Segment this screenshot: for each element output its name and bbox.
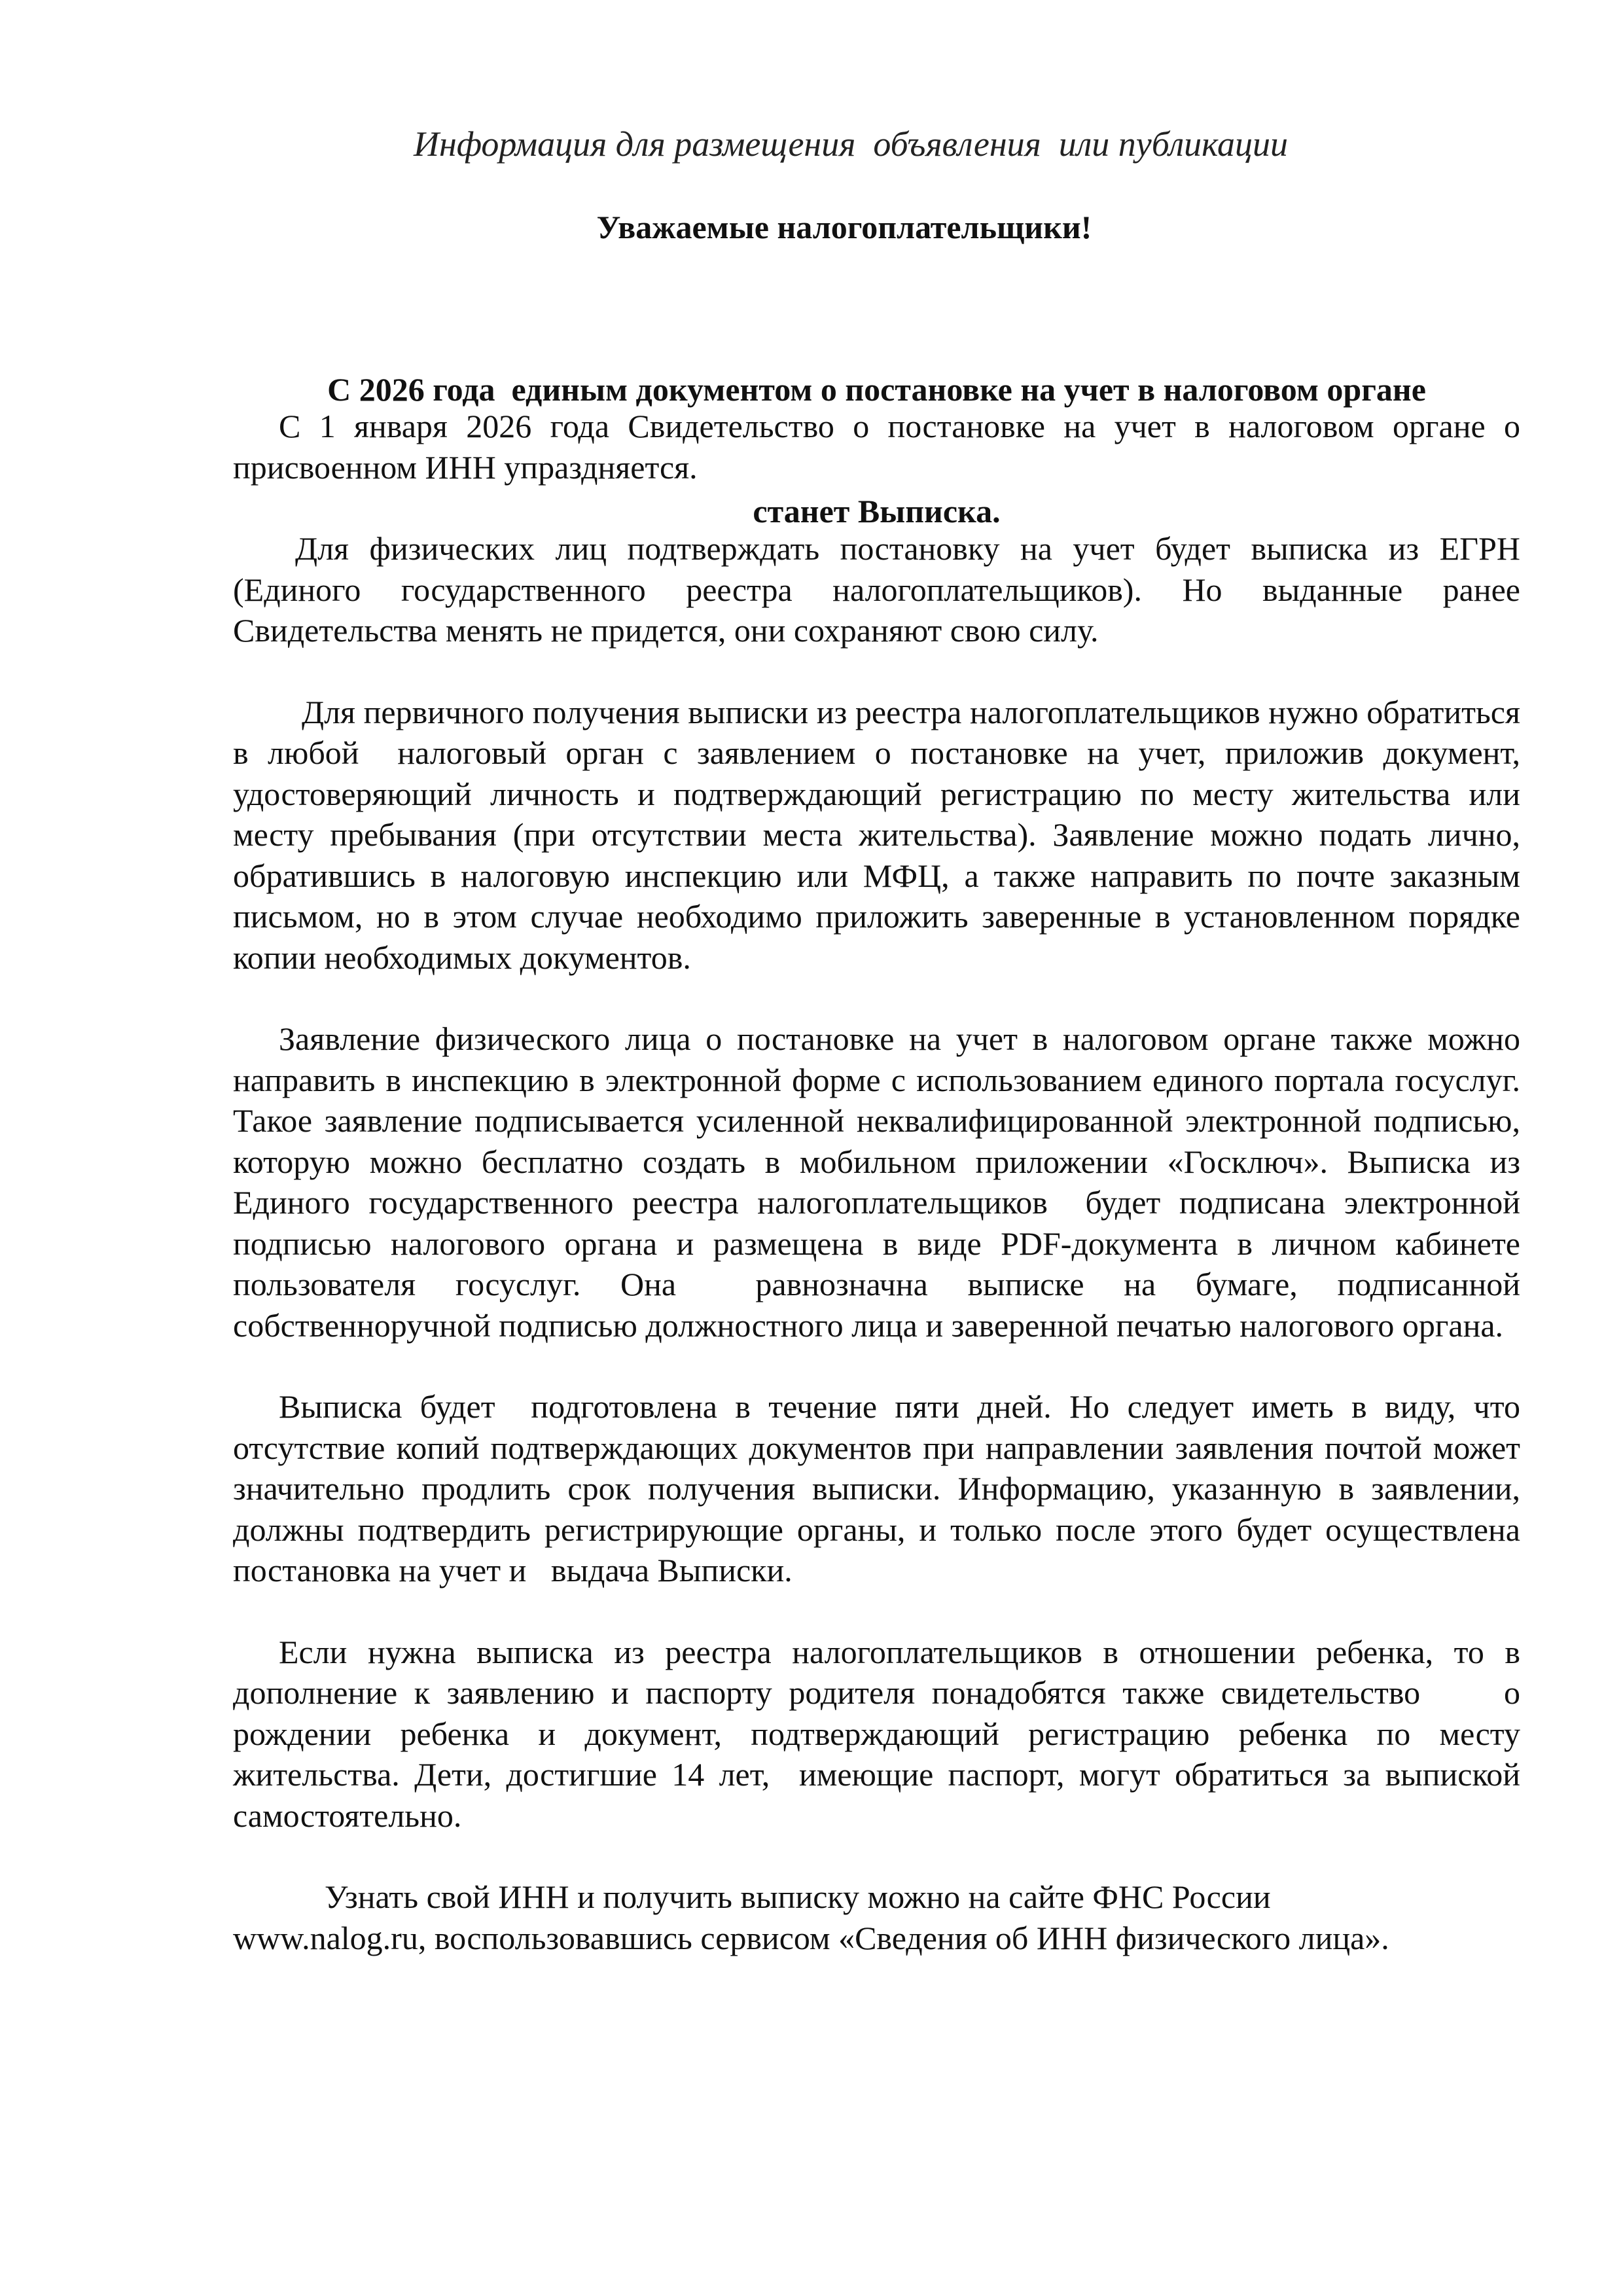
paragraph-child-extract: Если нужна выписка из реестра налогоплательщиков в отношении ребенка, то в дополнение к заявлению и паспорту родителя понадобятся также свидетельство о рождении ребенка и документ, подтверждающий регистрацию ребенка по месту жительства. Дети, достигшие 14 лет, имеющие паспорт, могут обратиться за выпиской самостоятельно. (233, 1633, 1529, 1834)
nalog-ru-link[interactable]: www.nalog.ru (233, 1919, 418, 1956)
closing-line-2: , воспользовавшись сервисом «Сведения об ИНН физического лица». (418, 1919, 1389, 1956)
publication-note: Информация для размещения объявления или публикации (413, 124, 1289, 164)
paragraph-how-to-apply: Для первичного получения выписки из реестра налогоплательщиков нужно обратиться в любой налоговый орган с заявлением о постановке на учет, приложив документ, удостоверяющий личность и подтверждающий регистрацию по месту жительства или месту пребывания (при отсутствии места жительства). Заявление можно подать лично, обратившись в налоговую инспекцию или МФЦ, а также направить по почте заказным письмом, но в этом случае необходимо приложить заверенные в установленном порядке копии необходимых документов. (233, 693, 1529, 976)
paragraph-closing (233, 1876, 1520, 1958)
title-line-1: С 2026 года единым документом о постановке на учет в налоговом органе (327, 371, 1426, 408)
greeting-heading: Уважаемые налогоплательщики! (596, 209, 1092, 245)
title-line-2: станет Выписка. (753, 493, 1001, 529)
paragraph-processing-time: Выписка будет подготовлена в течение пяти дней. Но следует иметь в виду, что отсутствие копий подтверждающих документов при направлении заявления почтой может значительно продлить срок получения выписки. Информацию, указанную в заявлении, должны подтвердить регистрирующие органы, и только после этого будет осуществлена постановка на учет и выдача Выписки. (233, 1388, 1529, 1588)
paragraph-egrn-extract: Для физических лиц подтверждать постановку на учет будет выписка из ЕГРН (Единого государственного реестра налогоплательщиков). Но выданные ранее Свидетельства менять не придется, они сохраняют свою силу. (233, 530, 1529, 649)
closing-line-1: Узнать свой ИНН и получить выписку можно на сайте ФНС России (325, 1878, 1271, 1915)
document-body (233, 406, 1529, 1999)
paragraph-electronic-application: Заявление физического лица о постановке на учет в налоговом органе также можно направить в инспекцию в электронной форме с использованием единого портала госуслуг. Такое заявление подписывается усиленной неквалифицированной электронной подписью, которую можно бесплатно создать в мобильном приложении «Госключ». Выписка из Единого государственного реестра налогоплательщиков будет подписана электронной подписью налогового органа и размещена в виде PDF-документа в личном кабинете пользователя госуслуг. Она равнозначна выписке на бумаге, подписанной собственноручной подписью должностного лица и заверенной печатью налогового органа. (233, 1020, 1529, 1344)
paragraph-certificate-abolished: С 1 января 2026 года Свидетельство о постановке на учет в налоговом органе о присвоенном ИНН упраздняется. (233, 408, 1529, 486)
